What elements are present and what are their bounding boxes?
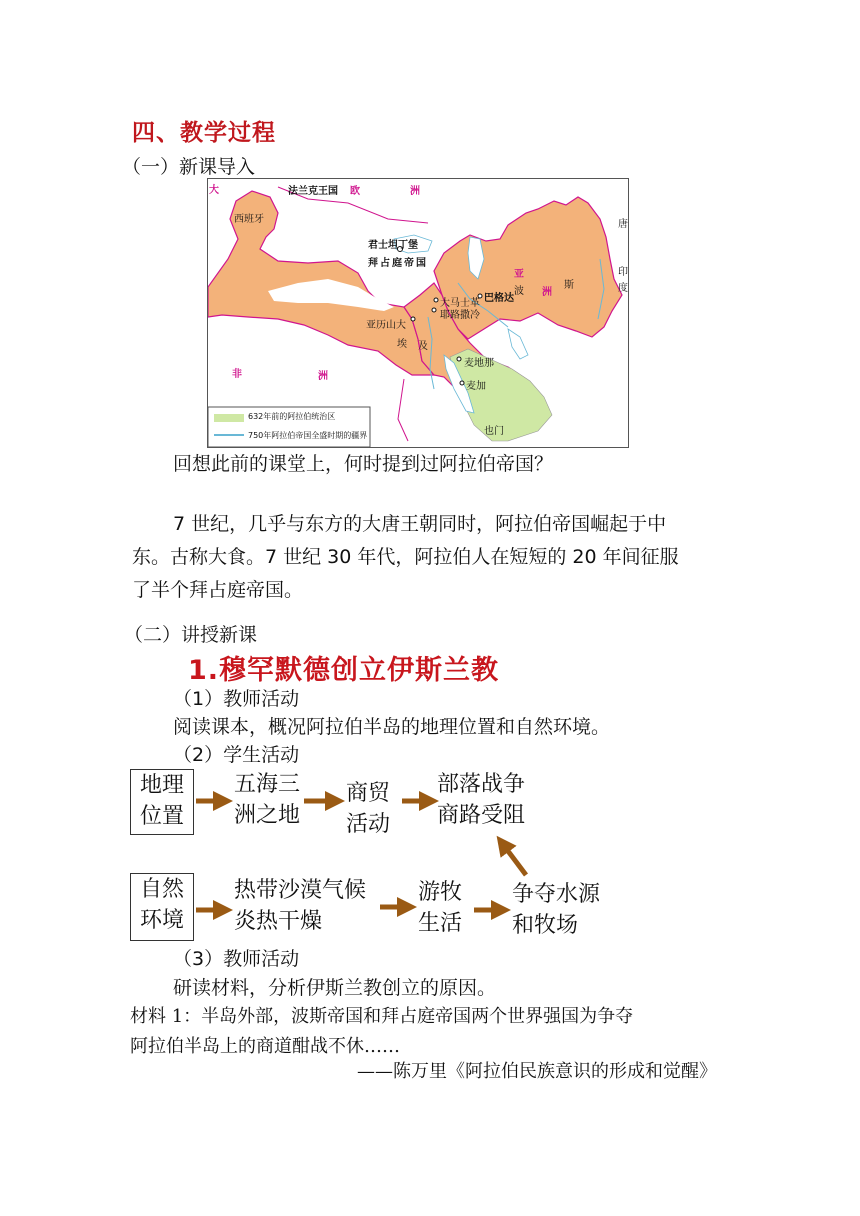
step-3-heading: （3）教师活动 [173,948,300,970]
lesson-title: 1.穆罕默德创立伊斯兰教 [188,655,500,686]
map-label-tang: 唐 [618,219,628,230]
map-label-baghdad: 巴格达 [484,293,514,304]
city-mecca-marker [460,381,464,385]
map-label-medina: 麦地那 [464,358,494,369]
flow-r1-node3-line2: 商路受阻 [437,803,526,828]
map-label-egypt-2: 及 [418,341,428,352]
map-label-mecca: 麦加 [466,381,486,392]
map-label-atlantic: 大 [209,185,219,196]
material-source: ——陈万里《阿拉伯民族意识的形成和觉醒》 [357,1061,717,1082]
map-label-asia-2: 洲 [542,287,552,298]
legend-swatch-green [214,414,244,422]
flow-diagram [128,767,628,943]
flow-r1-node1-line1: 五海三 [234,772,301,797]
city-jerusalem-marker [432,308,436,312]
step-2-heading: （2）学生活动 [173,744,300,766]
step-3-text: 研读材料，分析伊斯兰教创立的原因。 [173,977,497,999]
persian-gulf [508,329,528,359]
flow-r2-node1-line1: 热带沙漠气候 [234,878,367,903]
flow-box-environment-line2: 环境 [139,908,184,933]
flow-r2-node2-line1: 游牧 [418,880,463,905]
map-label-jerusalem: 耶路撒冷 [440,310,480,321]
flow-box-geography-line1: 地理 [139,773,184,798]
arab-empire-map [207,178,629,448]
map-label-europe-1: 欧 [350,186,360,197]
map-label-india-2: 度 [618,283,628,294]
flow-r2-node2-line2: 生活 [418,911,463,936]
map-label-persia-2: 斯 [564,280,574,291]
paragraph-line-2: 东。古称大食。7 世纪 30 年代，阿拉伯人在短短的 20 年间征服 [132,546,679,568]
map-legend-item-2: 750年阿拉伯帝国全盛时期的疆界 [248,431,368,440]
map-label-byzantine: 拜占庭帝国 [368,258,428,269]
question-text: 回想此前的课堂上，何时提到过阿拉伯帝国？ [173,453,554,475]
flow-r2-node1-line2: 炎热干燥 [234,909,323,934]
material-line-2: 阿拉伯半岛上的商道酣战不休…… [130,1036,400,1057]
map-label-europe-2: 洲 [410,186,420,197]
flow-box-environment-line1: 自然 [139,877,184,902]
lecture-heading: （二）讲授新课 [124,624,258,646]
paragraph-line-3: 了半个拜占庭帝国。 [132,579,304,601]
step-1-heading: （1）教师活动 [173,688,300,710]
flow-r2-node3-line2: 和牧场 [512,913,579,938]
map-label-alexandria: 亚历山大 [366,320,406,331]
material-line-1: 材料 1：半岛外部，波斯帝国和拜占庭帝国两个世界强国为争夺 [130,1006,634,1027]
city-alexandria-marker [411,317,415,321]
city-damascus-marker [434,298,438,302]
map-legend-item-1: 632年前的阿拉伯统治区 [248,412,336,421]
flow-r2-node3-line1: 争夺水源 [512,882,601,907]
flow-r1-node2-line2: 活动 [346,812,391,837]
flow-r1-node1-line2: 洲之地 [234,803,301,828]
flow-box-geography-line2: 位置 [139,804,184,829]
arrow-up [502,843,526,875]
paragraph-line-1: 7 世纪，几乎与东方的大唐王朝同时，阿拉伯帝国崛起于中 [173,513,667,535]
coastline-south [398,379,408,441]
map-label-franks: 法兰克王国 [288,186,338,197]
intro-heading: （一）新课导入 [122,156,256,178]
city-medina-marker [457,357,461,361]
flow-r1-node3-line1: 部落战争 [437,772,526,797]
map-label-africa-1: 非 [232,369,242,380]
map-label-constantinople: 君士坦丁堡 [368,240,418,251]
map-label-india-1: 印 [618,267,628,278]
map-label-asia-1: 亚 [514,269,524,280]
map-label-persia-1: 波 [514,286,524,297]
step-1-text: 阅读课本，概况阿拉伯半岛的地理位置和自然环境。 [173,716,611,738]
flow-r1-node2-line1: 商贸 [346,781,391,806]
flow-arrows [128,767,628,943]
section-title: 四、教学过程 [132,120,276,146]
map-label-yemen: 也门 [484,426,504,437]
map-graphic [208,179,628,447]
map-label-egypt-1: 埃 [397,339,407,350]
map-label-spain: 西班牙 [234,214,264,225]
map-label-africa-2: 洲 [318,371,328,382]
map-label-damascus: 大马士革 [440,298,480,309]
